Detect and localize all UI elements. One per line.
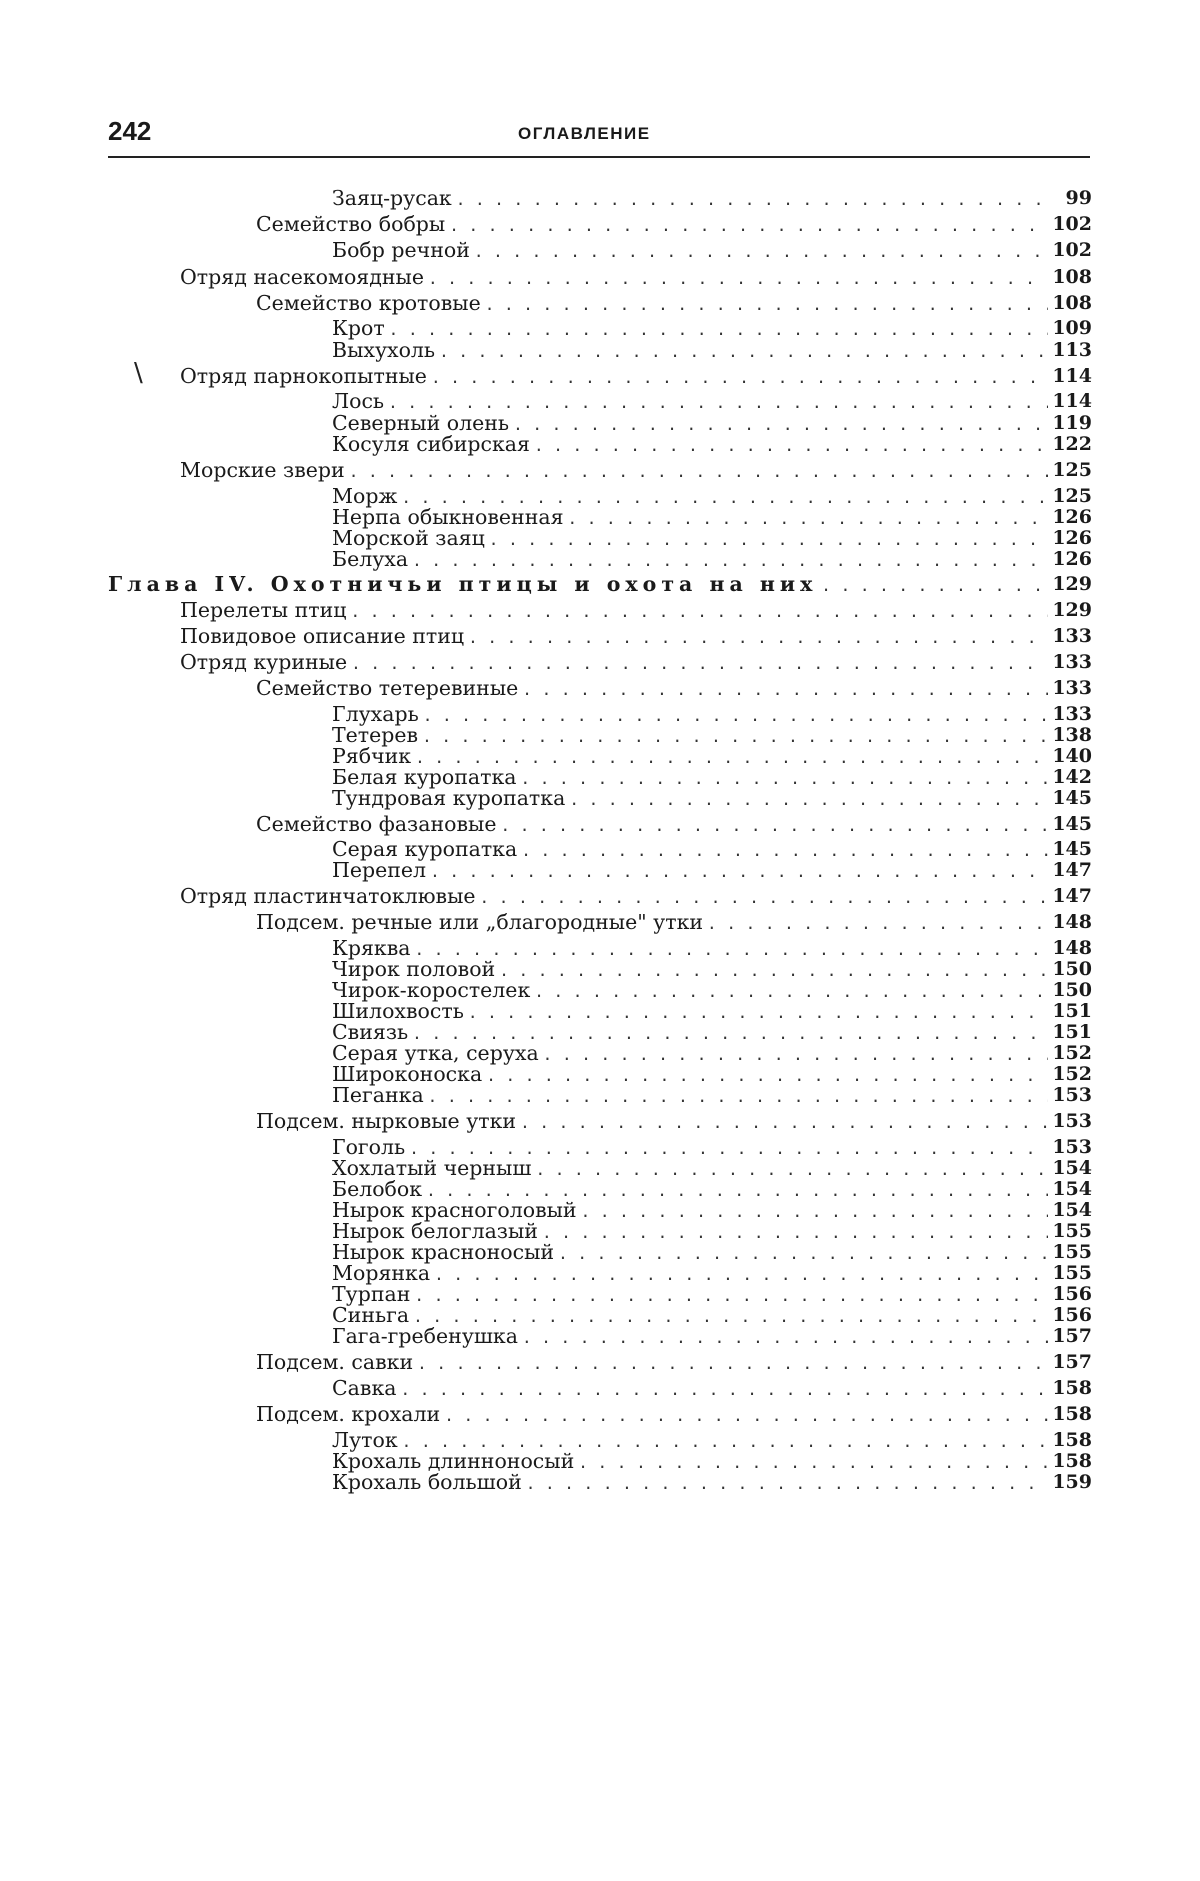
toc-entry-title: Отряд насекомоядные — [180, 265, 424, 289]
toc-entry-title: Рябчик — [332, 744, 412, 768]
toc-entry-title: Нырок красноголовый — [332, 1198, 577, 1222]
toc-entry-title: Нырок красноносый — [332, 1240, 555, 1264]
toc-entry-page: 147 — [1052, 885, 1092, 907]
dot-leader — [474, 242, 1048, 262]
toc-entry-page: 156 — [1052, 1283, 1092, 1305]
toc-entry — [180, 884, 1092, 908]
toc-entry-page: 155 — [1052, 1262, 1092, 1284]
toc-entry-page: 114 — [1052, 365, 1092, 387]
dot-leader — [444, 1406, 1048, 1426]
dot-leader — [522, 1328, 1048, 1348]
toc-entry-page: 154 — [1052, 1199, 1092, 1221]
toc-entry-page: 125 — [1052, 459, 1092, 481]
toc-entry-page: 108 — [1052, 292, 1092, 314]
toc-entry — [332, 1324, 1092, 1348]
toc-entry — [332, 547, 1092, 571]
toc-entry-title: Косуля сибирская — [332, 432, 530, 456]
toc-entry-title: Подсем. савки — [256, 1350, 414, 1374]
dot-leader — [430, 862, 1048, 882]
toc-entry-title: Заяц-русак — [332, 186, 452, 210]
dot-leader — [428, 269, 1048, 289]
toc-entry-title: Лось — [332, 389, 385, 413]
dot-leader — [400, 1380, 1048, 1400]
toc-entry — [332, 858, 1092, 882]
toc-entry-page: 145 — [1052, 838, 1092, 860]
toc-entry — [332, 338, 1092, 362]
toc-entry-page: 147 — [1052, 859, 1092, 881]
toc-entry — [256, 676, 1092, 700]
toc-entry-title: Отряд пластинчатоклювые — [180, 884, 476, 908]
toc-entry-page: 138 — [1052, 724, 1092, 746]
toc-entry-page: 108 — [1052, 266, 1092, 288]
dot-leader — [480, 888, 1048, 908]
toc-entry-page: 133 — [1052, 651, 1092, 673]
dot-leader — [389, 320, 1048, 340]
toc-entry-page: 114 — [1052, 390, 1092, 412]
toc-entry-page: 133 — [1052, 677, 1092, 699]
toc-entry-title: Семейство кротовые — [256, 291, 481, 315]
toc-entry-page: 126 — [1052, 506, 1092, 528]
toc-entry — [256, 291, 1092, 315]
toc-entry-title: Тетерев — [332, 723, 419, 747]
dot-leader — [456, 190, 1048, 210]
dot-leader — [522, 680, 1048, 700]
dot-leader — [349, 462, 1048, 482]
toc-entry — [332, 389, 1092, 413]
toc-entry-title: Отряд парнокопытные — [180, 364, 427, 388]
toc-entry-page: 158 — [1052, 1429, 1092, 1451]
toc-entry — [332, 786, 1092, 810]
dot-leader — [526, 1474, 1048, 1494]
toc-entry-title: Нерпа обыкновенная — [332, 505, 564, 529]
toc-entry-title: Тундровая куропатка — [332, 786, 566, 810]
toc-entry-page: 99 — [1065, 187, 1092, 209]
toc-entry-page: 158 — [1052, 1450, 1092, 1472]
toc-entry-page: 159 — [1052, 1471, 1092, 1493]
toc-entry-page: 119 — [1052, 412, 1092, 434]
toc-entry-page: 158 — [1052, 1377, 1092, 1399]
toc-entry-page: 154 — [1052, 1178, 1092, 1200]
toc-entry-title: Широконоска — [332, 1062, 483, 1086]
toc-entry-page: 150 — [1052, 979, 1092, 1001]
toc-entry — [332, 432, 1092, 456]
toc-entry-page: 158 — [1052, 1403, 1092, 1425]
toc-entry — [108, 572, 1092, 596]
toc-entry-title: Шилохвость — [332, 999, 464, 1023]
toc-entry-title: Чирок-коростелек — [332, 978, 531, 1002]
toc-entry — [256, 910, 1092, 934]
page-header — [108, 112, 1090, 158]
toc-entry-title: Крохаль большой — [332, 1470, 522, 1494]
toc-entry-page: 153 — [1052, 1136, 1092, 1158]
toc-entry-page: 122 — [1052, 433, 1092, 455]
toc-entry-page: 151 — [1052, 1021, 1092, 1043]
toc-entry-title: Белая куропатка — [332, 765, 517, 789]
toc-entry-title: Луток — [332, 1428, 398, 1452]
toc-entry-title: Подсем. речные или „благородные" утки — [256, 910, 704, 934]
toc-entry-title: Семейство бобры — [256, 212, 446, 236]
toc-entry-page: 129 — [1052, 573, 1092, 595]
toc-entry — [332, 1376, 1092, 1400]
toc-entry-title: Турпан — [332, 1282, 411, 1306]
toc-entry-title: Морской заяц — [332, 526, 485, 550]
running-title: ОГЛАВЛЕНИЕ — [518, 124, 651, 143]
toc-entry — [180, 458, 1092, 482]
toc-entry — [256, 1109, 1092, 1133]
dot-leader — [388, 393, 1048, 413]
page-number: 242 — [108, 116, 152, 146]
toc-entry-title: Синьга — [332, 1303, 410, 1327]
toc-entry-page: 126 — [1052, 548, 1092, 570]
toc-entry — [332, 316, 1092, 340]
margin-mark: \ — [134, 358, 143, 388]
toc-entry-title: Подсем. нырковые утки — [256, 1109, 517, 1133]
toc-entry — [180, 650, 1092, 674]
toc-entry — [256, 812, 1092, 836]
toc-entry-title: Выхухоль — [332, 338, 436, 362]
toc-entry — [180, 624, 1092, 648]
toc-entry-title: Глухарь — [332, 702, 419, 726]
toc-entry-page: 155 — [1052, 1220, 1092, 1242]
toc-entry-page: 125 — [1052, 485, 1092, 507]
toc-entry-title: Морж — [332, 484, 398, 508]
toc-entry-title: Хохлатый черныш — [332, 1156, 532, 1180]
dot-leader — [428, 1087, 1048, 1107]
toc-entry-page: 152 — [1052, 1042, 1092, 1064]
toc-entry-page: 129 — [1052, 599, 1092, 621]
toc-entry-title: Чирок половой — [332, 957, 496, 981]
toc-entry-page: 133 — [1052, 625, 1092, 647]
dot-leader — [520, 1113, 1048, 1133]
toc-entry-page: 145 — [1052, 787, 1092, 809]
dot-leader — [468, 628, 1048, 648]
dot-leader — [412, 551, 1048, 571]
toc-entry-title: Серая утка, серуха — [332, 1041, 539, 1065]
toc-entry-page: 126 — [1052, 527, 1092, 549]
toc-entry — [256, 1402, 1092, 1426]
toc-entry-title: Повидовое описание птиц — [180, 624, 465, 648]
toc-entry-title: Перепел — [332, 858, 427, 882]
toc-entry-page: 157 — [1052, 1351, 1092, 1373]
toc-entry-title: Отряд куриные — [180, 650, 348, 674]
toc-entry-title: Семейство тетеревиные — [256, 676, 519, 700]
toc-entry-page: 140 — [1052, 745, 1092, 767]
dot-leader — [534, 436, 1048, 456]
toc-entry-title: Пеганка — [332, 1083, 424, 1107]
toc-entry — [180, 364, 1092, 388]
toc-entry-page: 102 — [1052, 213, 1092, 235]
toc-entry-page: 153 — [1052, 1110, 1092, 1132]
toc-entry-title: Глава IV. Охотничьи птицы и охота на них — [108, 572, 818, 596]
toc-entry — [180, 265, 1092, 289]
toc-entry-page: 150 — [1052, 958, 1092, 980]
toc-entry-title: Подсем. крохали — [256, 1402, 441, 1426]
toc-entry — [332, 238, 1092, 262]
toc-entry-title: Белуха — [332, 547, 409, 571]
toc-entry-page: 133 — [1052, 703, 1092, 725]
toc-entry-page: 109 — [1052, 317, 1092, 339]
toc-entry-title: Семейство фазановые — [256, 812, 497, 836]
toc-entry-page: 155 — [1052, 1241, 1092, 1263]
toc-entry — [332, 1083, 1092, 1107]
toc-entry-title: Гага-гребенушка — [332, 1324, 518, 1348]
toc-entry — [256, 1350, 1092, 1374]
toc-entry-page: 113 — [1052, 339, 1092, 361]
toc-entry — [180, 598, 1092, 622]
toc-entry-title: Кряква — [332, 936, 411, 960]
dot-leader — [351, 654, 1048, 674]
toc-entry-title: Крот — [332, 316, 385, 340]
dot-leader — [431, 368, 1048, 388]
toc-entry-title: Серая куропатка — [332, 837, 518, 861]
toc-entry-page: 156 — [1052, 1304, 1092, 1326]
toc-entry-page: 148 — [1052, 937, 1092, 959]
toc-entry-title: Крохаль длинноносый — [332, 1449, 575, 1473]
dot-leader — [821, 576, 1048, 596]
dot-leader — [417, 1354, 1048, 1374]
toc-entry-page: 153 — [1052, 1084, 1092, 1106]
toc-entry-title: Перелеты птиц — [180, 598, 347, 622]
toc-entry-page: 151 — [1052, 1000, 1092, 1022]
dot-leader — [485, 295, 1048, 315]
dot-leader — [707, 914, 1048, 934]
toc-entry-title: Белобок — [332, 1177, 423, 1201]
toc-entry — [256, 212, 1092, 236]
toc-entry-page: 152 — [1052, 1063, 1092, 1085]
dot-leader — [569, 790, 1048, 810]
toc-entry-title: Гоголь — [332, 1135, 406, 1159]
toc-entry-title: Северный олень — [332, 411, 510, 435]
toc-entry-page: 102 — [1052, 239, 1092, 261]
dot-leader — [500, 816, 1048, 836]
dot-leader — [449, 216, 1048, 236]
toc-entry-title: Свиязь — [332, 1020, 409, 1044]
toc-entry-page: 145 — [1052, 813, 1092, 835]
toc-entry-page: 142 — [1052, 766, 1092, 788]
dot-leader — [350, 602, 1048, 622]
dot-leader — [439, 342, 1048, 362]
toc-entry-title: Савка — [332, 1376, 397, 1400]
toc-entry-page: 154 — [1052, 1157, 1092, 1179]
toc-entry — [332, 1470, 1092, 1494]
toc-entry-page: 148 — [1052, 911, 1092, 933]
toc-entry-title: Морские звери — [180, 458, 345, 482]
toc-entry-title: Морянка — [332, 1261, 431, 1285]
toc-entry-title: Нырок белоглазый — [332, 1219, 538, 1243]
toc-entry-page: 157 — [1052, 1325, 1092, 1347]
toc-entry-title: Бобр речной — [332, 238, 470, 262]
toc-entry — [332, 186, 1092, 210]
